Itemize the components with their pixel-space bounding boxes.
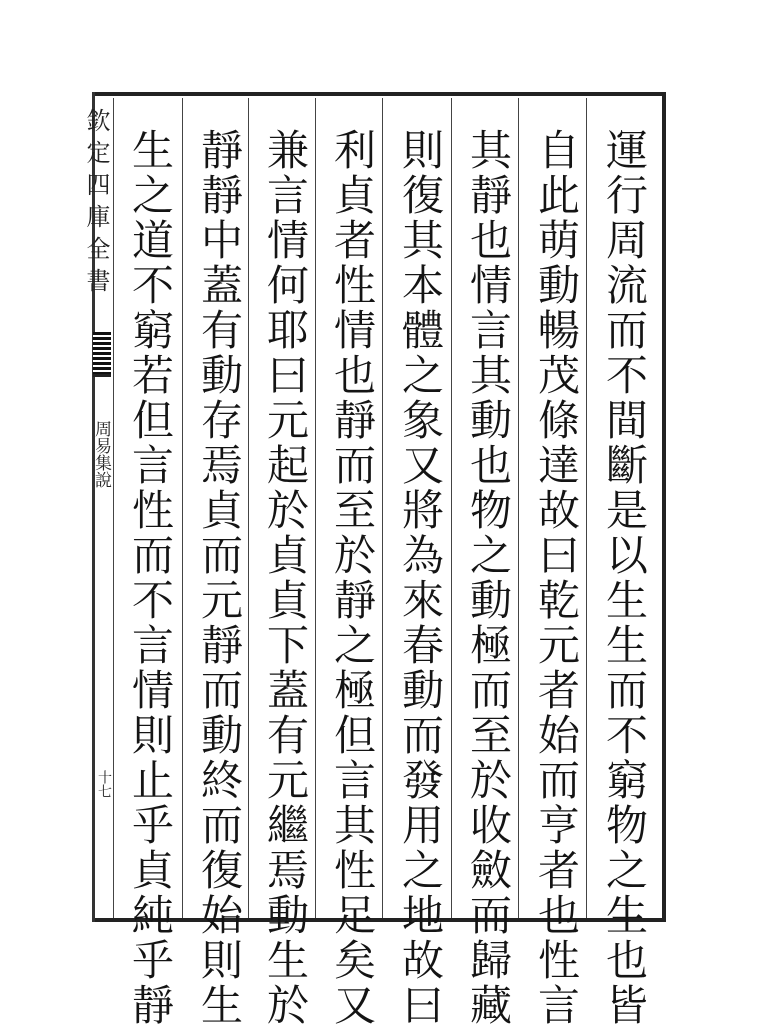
margin-page-number: 十七 xyxy=(96,770,112,798)
fishtail-mark xyxy=(93,332,111,374)
column-divider xyxy=(518,98,519,918)
text-column: 運行周流而不間斷是以生生而不窮物之生也皆 xyxy=(600,128,649,1028)
text-column: 兼言情何耶曰元起於貞貞下蓋有元繼焉動生於 xyxy=(261,128,310,1028)
text-column: 生之道不窮若但言性而不言情則止乎貞純乎靜 xyxy=(126,128,175,1028)
text-column: 自此萌動暢茂條達故曰乾元者始而亨者也性言 xyxy=(532,128,581,1028)
column-divider xyxy=(382,98,383,918)
margin-header-text: 欽定四庫全書 xyxy=(82,108,110,300)
column-divider xyxy=(182,98,183,918)
text-column: 則復其本體之象又將為來春動而發用之地故曰 xyxy=(396,128,445,1028)
text-column: 其靜也情言其動也物之動極而至於收斂而歸藏 xyxy=(464,128,513,1028)
column-divider xyxy=(315,98,316,918)
column-divider xyxy=(451,98,452,918)
column-divider xyxy=(113,98,114,918)
fishtail-rule xyxy=(93,374,111,377)
column-divider xyxy=(586,98,587,918)
frame-right-border xyxy=(662,92,666,922)
text-column: 利貞者性情也靜而至於靜之極但言其性足矣又 xyxy=(328,128,377,1028)
text-column: 靜靜中蓋有動存焉貞而元靜而動終而復始則生 xyxy=(195,128,244,1028)
margin-book-title: 周易集說 xyxy=(91,420,111,488)
